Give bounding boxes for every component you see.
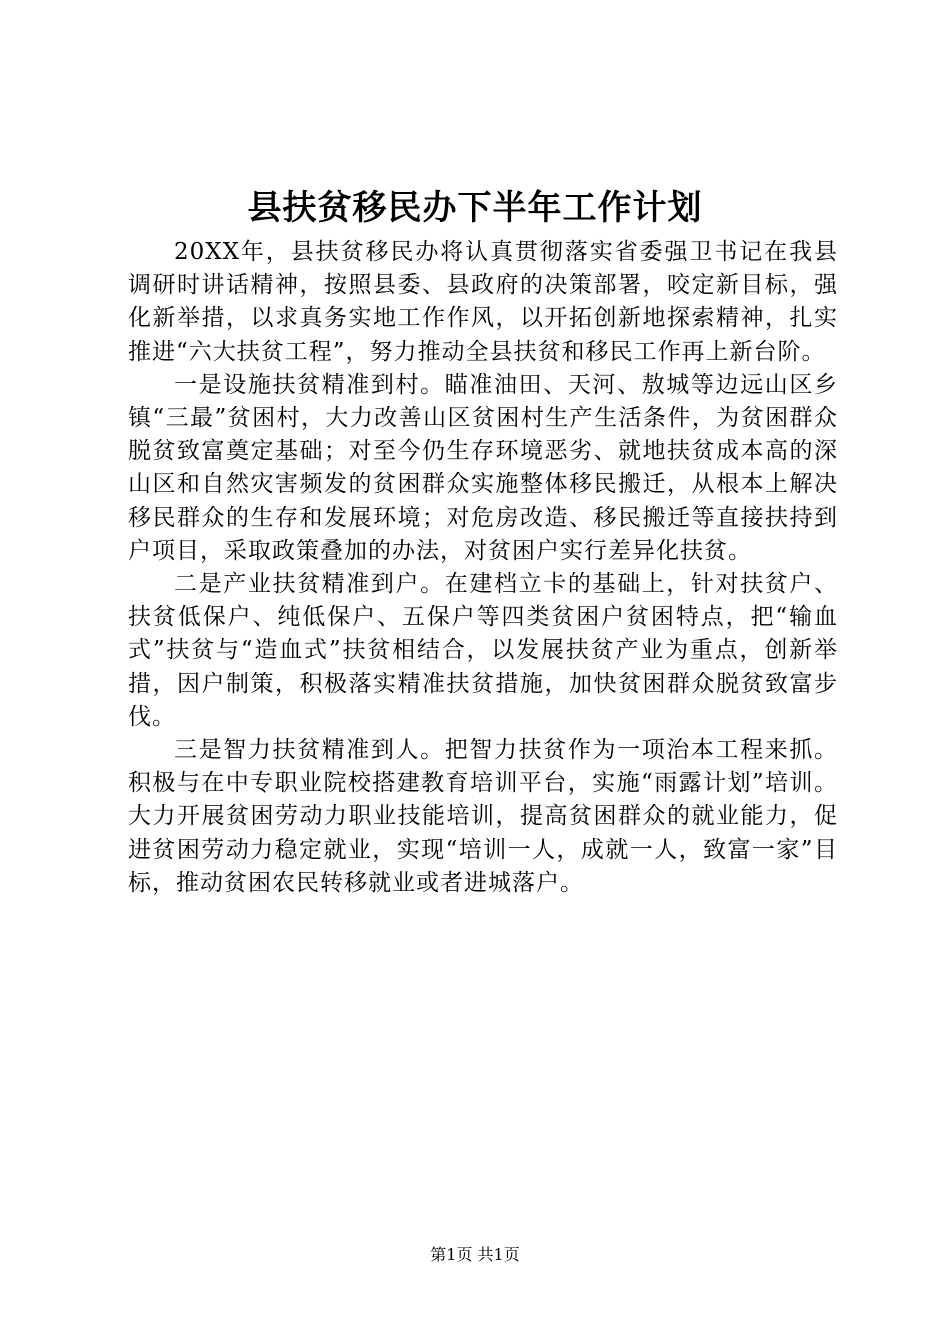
document-body	[128, 236, 838, 900]
paragraph-intro: 20XX年，县扶贫移民办将认真贯彻落实省委强卫书记在我县调研时讲话精神，按照县委、县政府的决策部署，咬定新目标，强化新举措，以求真务实地工作作风，以开拓创新地探索精神，扎实推进“六大扶贫工程”，努力推动全县扶贫和移民工作再上新台阶。	[128, 239, 838, 365]
paragraph-industry-poverty-alleviation: 二是产业扶贫精准到户。在建档立卡的基础上，针对扶贫户、扶贫低保户、纯低保户、五保户等四类贫困户贫困特点，把“输血式”扶贫与“造血式”扶贫相结合，以发展扶贫产业为重点，创新举措，因户制策，积极落实精准扶贫措施，加快贫困群众脱贫致富步伐。	[128, 571, 838, 730]
document-title: 县扶贫移民办下半年工作计划	[247, 188, 703, 228]
paragraph-intellectual-poverty-alleviation: 三是智力扶贫精准到人。把智力扶贫作为一项治本工程来抓。积极与在中专职业院校搭建教育培训平台，实施“雨露计划”培训。大力开展贫困劳动力职业技能培训，提高贫困群众的就业能力，促进贫困劳动力稳定就业，实现“培训一人，成就一人，致富一家”目标，推动贫困农民转移就业或者进城落户。	[128, 737, 838, 896]
page-number-footer: 第1页 共1页	[430, 1245, 520, 1264]
paragraph-facility-poverty-alleviation: 一是设施扶贫精准到村。瞄准油田、天河、敖城等边远山区乡镇“三最”贫困村，大力改善山区贫困村生产生活条件，为贫困群众脱贫致富奠定基础；对至今仍生存环境恶劣、就地扶贫成本高的深山区和自然灾害频发的贫困群众实施整体移民搬迁，从根本上解决移民群众的生存和发展环境；对危房改造、移民搬迁等直接扶持到户项目，采取政策叠加的办法，对贫困户实行差异化扶贫。	[128, 371, 838, 564]
